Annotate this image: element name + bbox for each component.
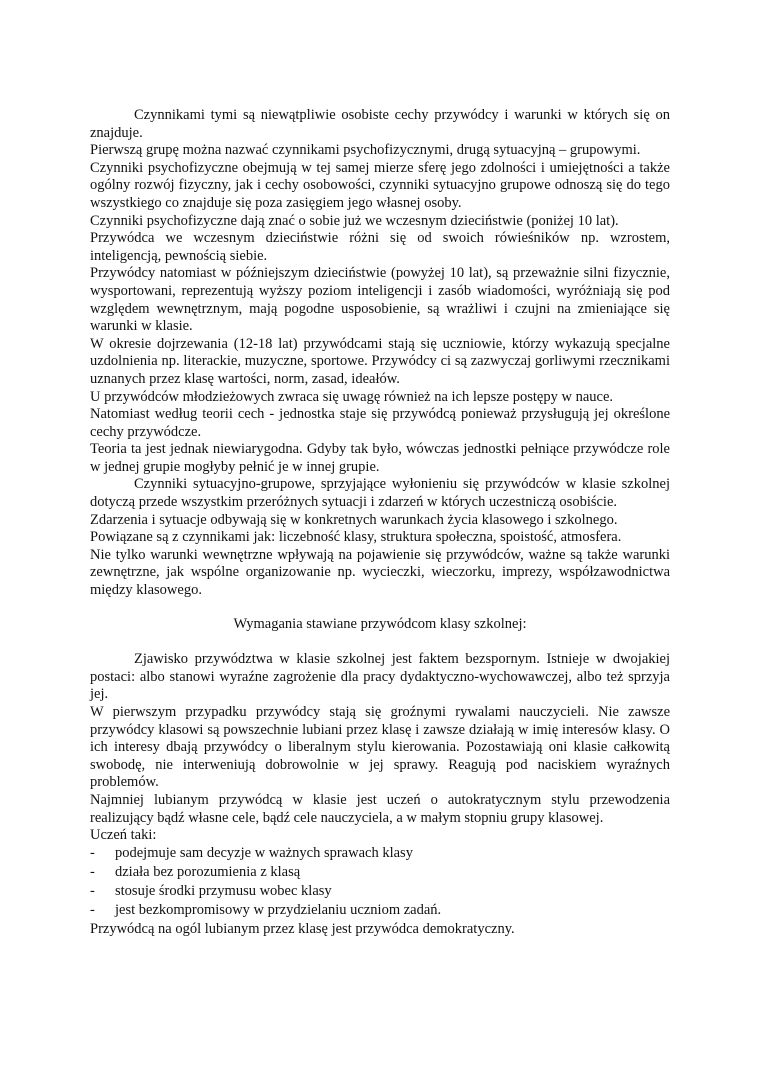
paragraph: W pierwszym przypadku przywódcy stają się groźnymi rywalami nauczycieli. Nie zawsze przywódcy klasowi są powszechnie lubiani przez klasę i zawsze działają w imię interesów klasy. O ich interesy dbają przywódcy o liberalnym stylu kierowania. Pozostawiają oni klasie całkowitą swobodę, nie interweniują dobrowolnie w jej sprawy. Reagują pod naciskiem wyraźnych problemów. — [90, 704, 670, 791]
list-item — [90, 864, 670, 882]
paragraph: Powiązane są z czynnikami jak: liczebność klasy, struktura społeczna, spoistość, atmosfera. — [90, 529, 622, 546]
bullet-dash: - — [90, 882, 95, 899]
closing-paragraph: Przywódcą na ogól lubianym przez klasę jest przywódca demokratyczny. — [90, 920, 515, 937]
bullet-dash: - — [90, 844, 95, 861]
bullet-dash: - — [90, 863, 95, 880]
list-item-text: stosuje środki przymusu wobec klasy — [115, 882, 332, 899]
bullet-dash: - — [90, 901, 95, 918]
paragraph: Natomiast według teorii cech - jednostka staje się przywódcą ponieważ przysługują jej określone cechy przywódcze. — [90, 406, 670, 440]
paragraph: Czynniki psychofizyczne obejmują w tej samej mierze sferę jego zdolności i umiejętności a także ogólny rozwój fizyczny, jak i cechy osobowości, czynniki sytuacyjno grupowe odnoszą się do tego wszystkiego co znajduje się poza zasięgiem jego własnej osoby. — [90, 159, 670, 211]
paragraph: U przywódców młodzieżowych zwraca się uwagę również na ich lepsze postępy w nauce. — [90, 388, 613, 405]
document-page — [90, 107, 670, 938]
paragraph: Przywódca we wczesnym dzieciństwie różni się od swoich rówieśników np. wzrostem, inteligencją, pewnością siebie. — [90, 230, 670, 264]
list-item-text: działa bez porozumienia z klasą — [115, 863, 301, 880]
paragraph: Nie tylko warunki wewnętrzne wpływają na pojawienie się przywódców, ważne są także warunki zewnętrzne, jak wspólne organizowanie np. wycieczki, wieczorku, imprezy, współzawodnictwa między klasowego. — [90, 546, 670, 599]
list-item-text: podejmuje sam decyzje w ważnych sprawach klasy — [115, 844, 413, 861]
paragraph: Zjawisko przywództwa w klasie szkolnej jest faktem bezspornym. Istnieje w dwojakiej postaci: albo stanowi wyraźne zagrożenie dla pracy dydaktyczno-wychowawczej, albo też sprzyja jej. — [90, 651, 670, 703]
section-requirements — [90, 651, 670, 845]
paragraph: Czynniki sytuacyjno-grupowe, sprzyjające wyłonieniu się przywódców w klasie szkolnej dotyczą przede wszystkim przeróżnych sytuacji i zdarzeń w których uczestniczą osobiście. — [90, 476, 670, 511]
paragraph: Teoria ta jest jednak niewiarygodna. Gdyby tak było, wówczas jednostki pełniące przywódcze role w jednej grupie mogłyby pełnić je w innej grupie. — [90, 441, 670, 475]
bullet-list — [90, 845, 670, 920]
paragraph: Uczeń taki: — [90, 827, 157, 844]
paragraph: Czynnikami tymi są niewątpliwie osobiste cechy przywódcy i warunki w których się on znajduje. — [90, 107, 670, 141]
list-item — [90, 845, 670, 863]
paragraph: Pierwszą grupę można nazwać czynnikami psychofizycznymi, drugą sytuacyjną – grupowymi. — [90, 142, 641, 159]
list-item — [90, 902, 670, 920]
paragraph: W okresie dojrzewania (12-18 lat) przywódcami stają się uczniowie, którzy wykazują specjalne uzdolnienia np. literackie, muzyczne, sportowe. Przywódcy ci są zazwyczaj gorliwymi rzecznikami uznanych przez klasę wartości, norm, zasad, ideałów. — [90, 335, 670, 387]
section-traits — [90, 107, 670, 600]
paragraph: Czynniki psychofizyczne dają znać o sobie już we wczesnym dzieciństwie (poniżej 10 lat). — [90, 212, 619, 229]
list-item — [90, 883, 670, 901]
section-heading: Wymagania stawiane przywódcom klasy szkolnej: — [233, 615, 527, 632]
paragraph: Najmniej lubianym przywódcą w klasie jest uczeń o autokratycznym stylu przewodzenia realizujący bądź własne cele, bądź cele nauczyciela, a w małym stopniu grupy klasowej. — [90, 791, 670, 826]
paragraph: Przywódcy natomiast w późniejszym dzieciństwie (powyżej 10 lat), są przeważnie silni fizycznie, wysportowani, reprezentują wyższy poziom inteligencji i zasób wiadomości, wyróżniają się pod względem wewnętrznym, mają pogodne usposobienie, są wrażliwi i czujni na zmieniające się warunki w klasie. — [90, 265, 670, 335]
list-item-text: jest bezkompromisowy w przydzielaniu uczniom zadań. — [115, 901, 442, 918]
paragraph: Zdarzenia i sytuacje odbywają się w konkretnych warunkach życia klasowego i szkolnego. — [90, 511, 618, 528]
